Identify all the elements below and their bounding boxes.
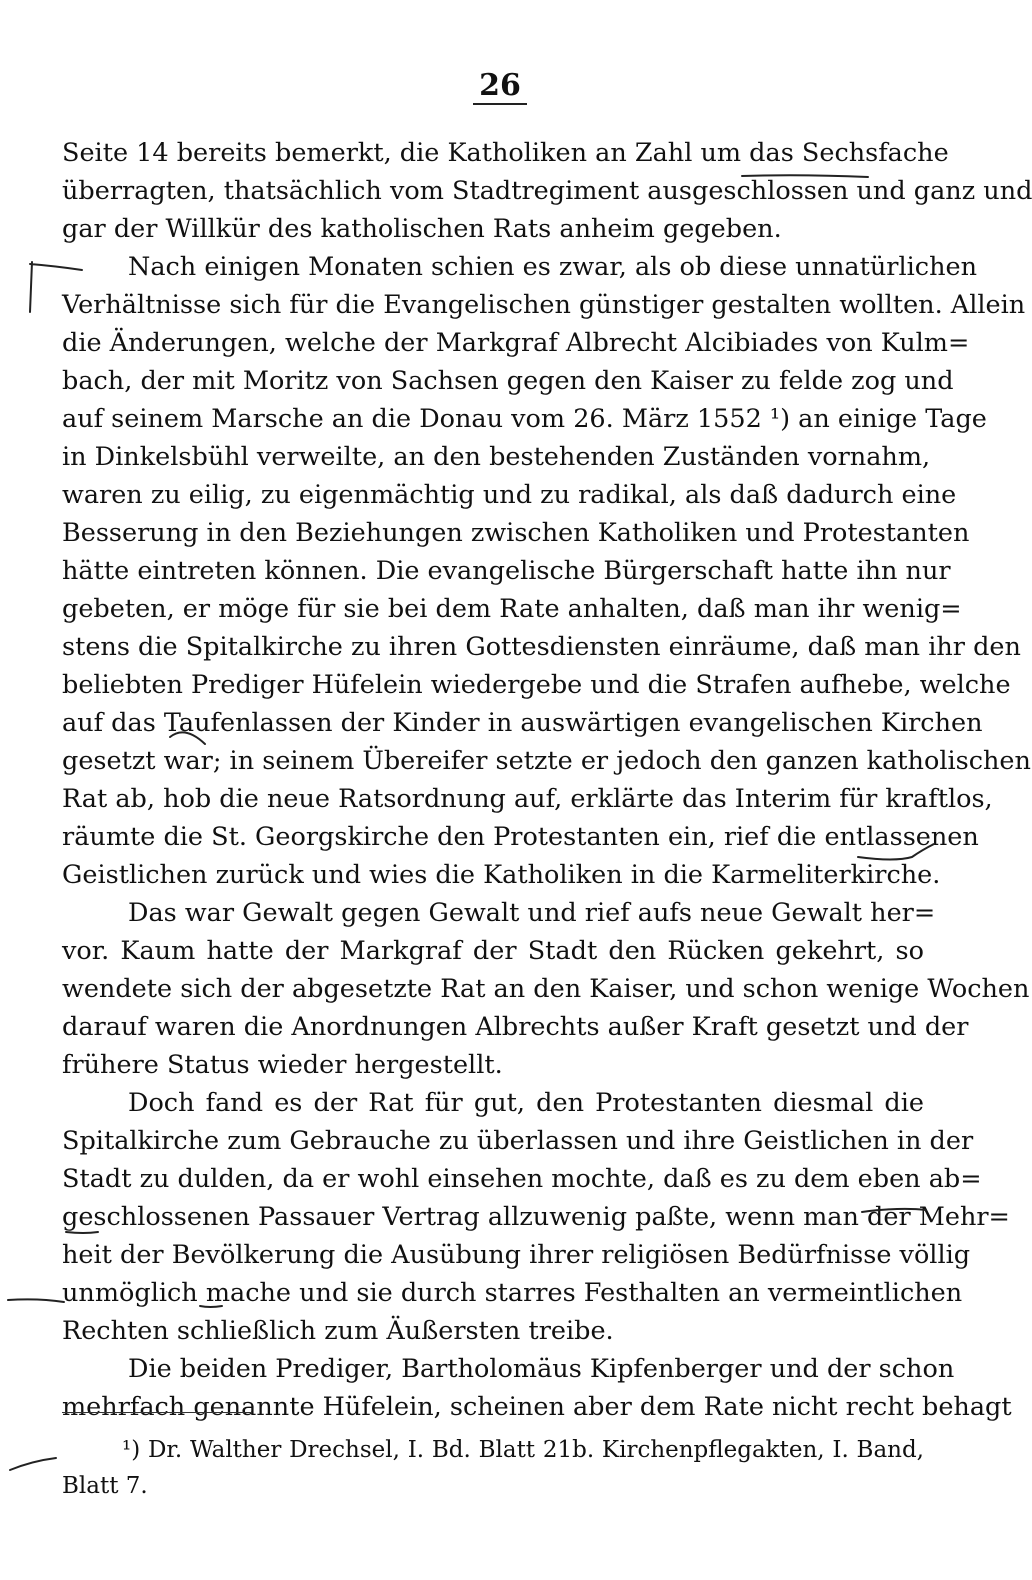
text-line: auf das Taufenlassen der Kinder in auswärtigen evangelischen Kirchen (62, 708, 983, 738)
paragraph-5 (62, 1350, 1012, 1426)
margin-dash-mark (10, 1458, 56, 1470)
footnote (62, 1432, 924, 1504)
text-line: gar der Willkür des katholischen Rats anheim gegeben. (62, 214, 782, 244)
footnote-line: ¹) Dr. Walther Drechsel, I. Bd. Blatt 21b. Kirchenpflegakten, I. Band, (122, 1437, 924, 1463)
text-line: hätte eintreten können. Die evangelische Bürgerschaft hatte ihn nur (62, 556, 951, 586)
text-line: Besserung in den Beziehungen zwischen Katholiken und Protestanten (62, 518, 970, 548)
text-line: unmöglich mache und sie durch starres Festhalten an vermeintlichen (62, 1278, 963, 1308)
text-line: Spitalkirche zum Gebrauche zu überlassen und ihre Geistlichen in der (62, 1126, 974, 1156)
text-line: geschlossenen Passauer Vertrag allzuwenig paßte, wenn man der Mehr= (62, 1202, 1010, 1232)
text-line: Rat ab, hob die neue Ratsordnung auf, erklärte das Interim für kraftlos, (62, 784, 993, 814)
text-line: stens die Spitalkirche zu ihren Gottesdiensten einräume, daß man ihr den (62, 632, 1021, 662)
paragraph-2 (62, 248, 1031, 894)
text-line: mehrfach genannte Hüfelein, scheinen aber dem Rate nicht recht behagt (62, 1392, 1012, 1422)
text-line: bach, der mit Moritz von Sachsen gegen den Kaiser zu felde zog und (62, 366, 954, 396)
text-line: gesetzt war; in seinem Übereifer setzte er jedoch den ganzen katholischen (62, 746, 1031, 776)
footnote-divider (62, 1412, 252, 1413)
paragraph-1 (62, 134, 1032, 248)
text-line: heit der Bevölkerung die Ausübung ihrer religiösen Bedürfnisse völlig (62, 1240, 971, 1270)
text-line: Geistlichen zurück und wies die Katholiken in die Karmeliterkirche. (62, 860, 941, 890)
paragraph-4 (62, 1084, 1010, 1350)
text-line: überragten, thatsächlich vom Stadtregiment ausgeschlossen und ganz und (62, 176, 1032, 206)
text-line: vor. Kaum hatte der Markgraf der Stadt den Rücken gekehrt, so (62, 936, 924, 966)
text-line: beliebten Prediger Hüfelein wiedergebe und die Strafen aufhebe, welche (62, 670, 1011, 700)
footnote-line: Blatt 7. (62, 1473, 148, 1499)
text-line: in Dinkelsbühl verweilte, an den bestehenden Zuständen vornahm, (62, 442, 931, 472)
text-line: Die beiden Prediger, Bartholomäus Kipfenberger und der schon (128, 1354, 955, 1384)
text-line: räumte die St. Georgskirche den Protestanten ein, rief die entlassenen (62, 822, 979, 852)
text-line: die Änderungen, welche der Markgraf Albrecht Alcibiades von Kulm= (62, 328, 970, 358)
text-line: Doch fand es der Rat für gut, den Protestanten diesmal die (128, 1088, 924, 1118)
text-line: wendete sich der abgesetzte Rat an den Kaiser, und schon wenige Wochen (62, 974, 1030, 1004)
text-line: Rechten schließlich zum Äußersten treibe. (62, 1316, 614, 1346)
text-line: Seite 14 bereits bemerkt, die Katholiken an Zahl um das Sechsfache (62, 138, 949, 168)
paragraph-3 (62, 894, 1030, 1084)
text-line: frühere Status wieder hergestellt. (62, 1050, 503, 1080)
body-text (62, 134, 1032, 1426)
text-line: Nach einigen Monaten schien es zwar, als ob diese unnatürlichen (128, 252, 978, 282)
page-number-text: 26 (473, 68, 527, 105)
text-line: Stadt zu dulden, da er wohl einsehen mochte, daß es zu dem eben ab= (62, 1164, 982, 1194)
text-line: darauf waren die Anordnungen Albrechts außer Kraft gesetzt und der (62, 1012, 969, 1042)
text-line: waren zu eilig, zu eigenmächtig und zu radikal, als daß dadurch eine (62, 480, 957, 510)
text-line: Das war Gewalt gegen Gewalt und rief aufs neue Gewalt her= (128, 898, 936, 928)
text-line: gebeten, er möge für sie bei dem Rate anhalten, daß man ihr wenig= (62, 594, 962, 624)
margin-dash-mark (8, 1299, 64, 1302)
page-number (0, 68, 1000, 103)
text-line: auf seinem Marsche an die Donau vom 26. März 1552 ¹) an einige Tage (62, 404, 987, 434)
text-line: Verhältnisse sich für die Evangelischen günstiger gestalten wollten. Allein (62, 290, 1026, 320)
